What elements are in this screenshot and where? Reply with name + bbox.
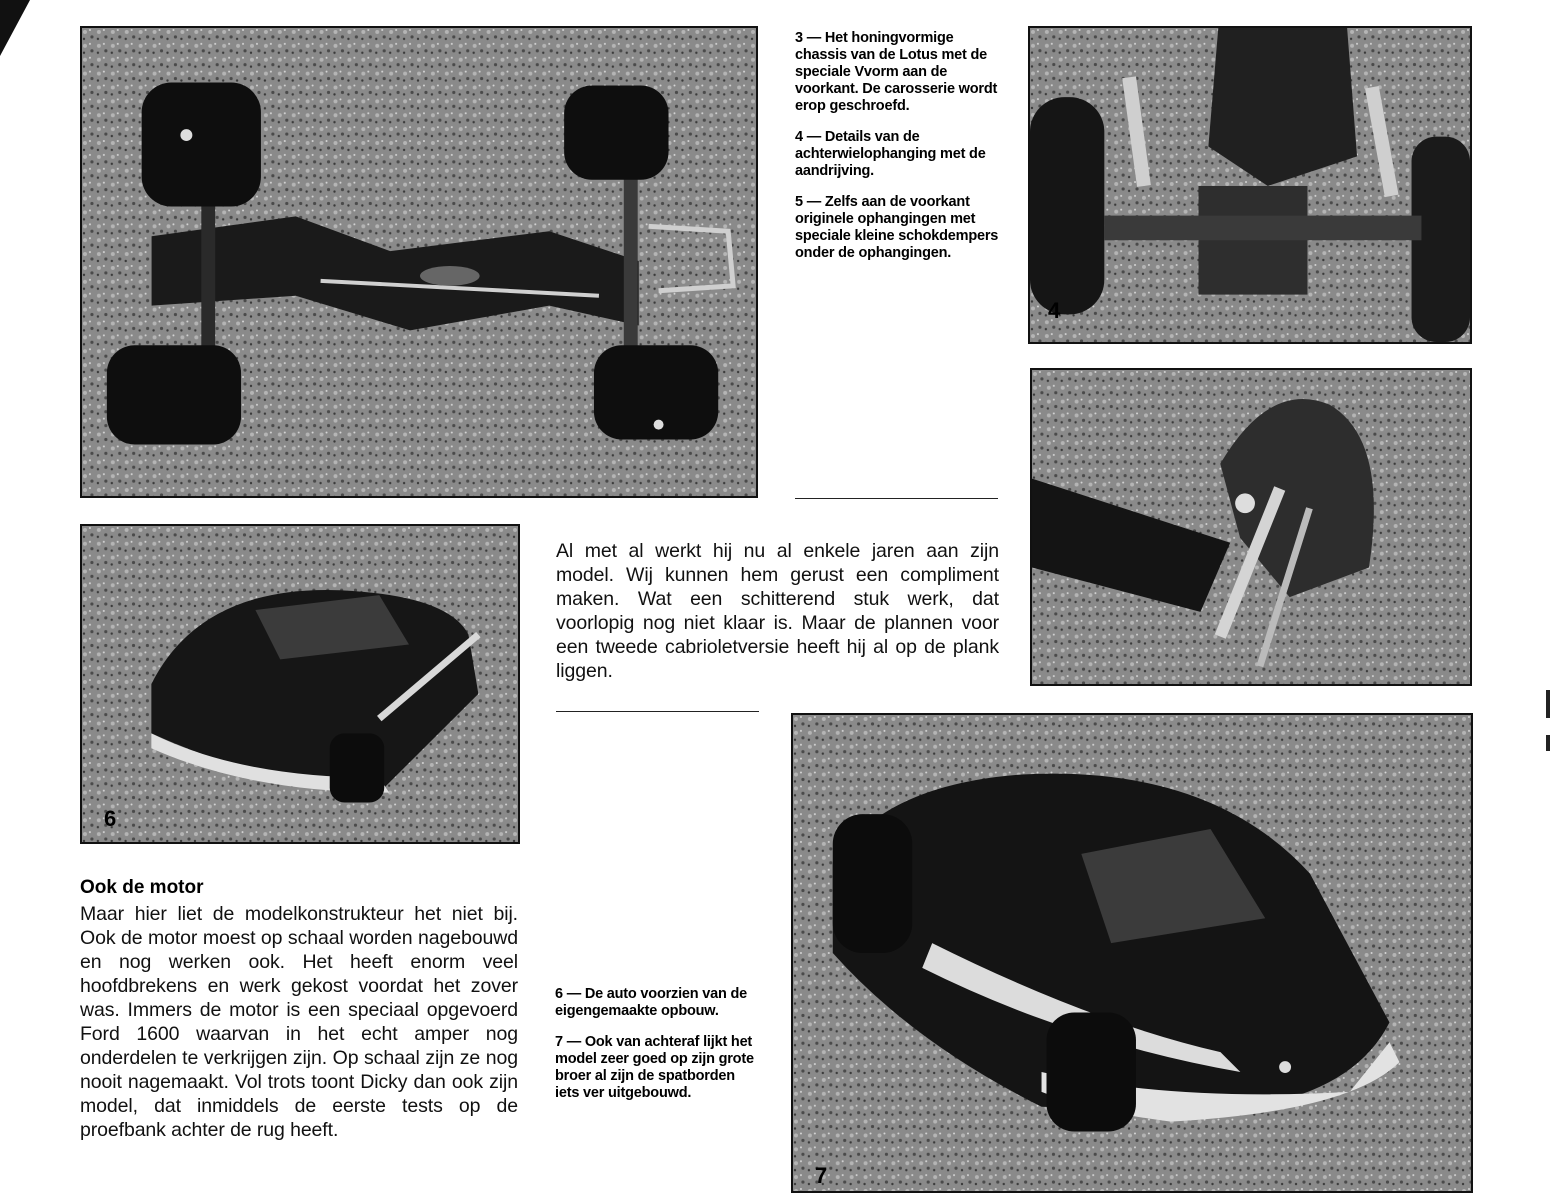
photo-chassis: [80, 26, 758, 498]
photo-car-rear: [791, 713, 1473, 1193]
caption-3: 3 — Het honingvormige chassis van de Lotus met de speciale Vvorm aan de voorkant. De carosserie wordt erop geschroefd.: [795, 30, 998, 114]
right-edge-mark: [1546, 690, 1550, 718]
photo-rear-suspension: [1028, 26, 1472, 344]
photo-front-suspension: [1030, 368, 1472, 686]
caption-4: 4 — Details van de achterwielophanging met de aandrijving.: [795, 129, 986, 179]
divider-mid: [556, 711, 759, 712]
caption-7: 7 — Ook van achteraf lijkt het model zeer goed op zijn grote broer al zijn de spatborden iets ver uitgebouwd.: [555, 1034, 754, 1101]
page-corner-mark: [0, 0, 30, 56]
caption-5: 5 — Zelfs aan de voorkant originele ophangingen met speciale kleine schokdempers onder de ophangingen.: [795, 194, 999, 261]
paragraph-mid: Al met al werkt hij nu al enkele jaren aan zijn model. Wij kunnen hem gerust een compliment maken. Wat een schitterend stuk werk, dat voorlopig nog niet klaar is. Maar de plannen voor een tweede cabrioletversie heeft hij al op de plank liggen.: [556, 540, 999, 682]
section-heading: Ook de motor: [80, 877, 204, 898]
car-rear-photo-illustration: [793, 715, 1471, 1191]
captions-bottom: [555, 986, 755, 1116]
caption-6: 6 — De auto voorzien van de eigengemaakte opbouw.: [555, 986, 748, 1019]
photo-number-6: 6: [104, 806, 117, 831]
photo-number-4: 4: [1048, 298, 1061, 323]
chassis-photo-illustration: [82, 28, 756, 496]
car-body-photo-illustration: [82, 526, 518, 842]
photo-number-7: 7: [815, 1163, 828, 1188]
captions-top: [795, 30, 1005, 276]
front-suspension-photo-illustration: [1032, 370, 1470, 684]
photo-car-body: [80, 524, 520, 844]
section-text: Maar hier liet de modelkonstrukteur het niet bij. Ook de motor moest op schaal worden nagebouwd en nog werken ook. Het heeft enorm veel hoofdbrekens en werk gekost voordat het zover was. Immers de motor is een speciaal opgevoerd Ford 1600 waarvan in het echt amper nog onderdelen te verkrijgen zijn. Op schaal zijn ze nog nooit nagemaakt. Vol trots toont Dicky dan ook zijn model, dat inmiddels de eerste tests op de proefbank achter de rug heeft.: [80, 903, 518, 1141]
rear-suspension-photo-illustration: [1030, 28, 1470, 342]
divider-top-right: [795, 498, 998, 499]
right-edge-mark-2: [1546, 735, 1550, 751]
